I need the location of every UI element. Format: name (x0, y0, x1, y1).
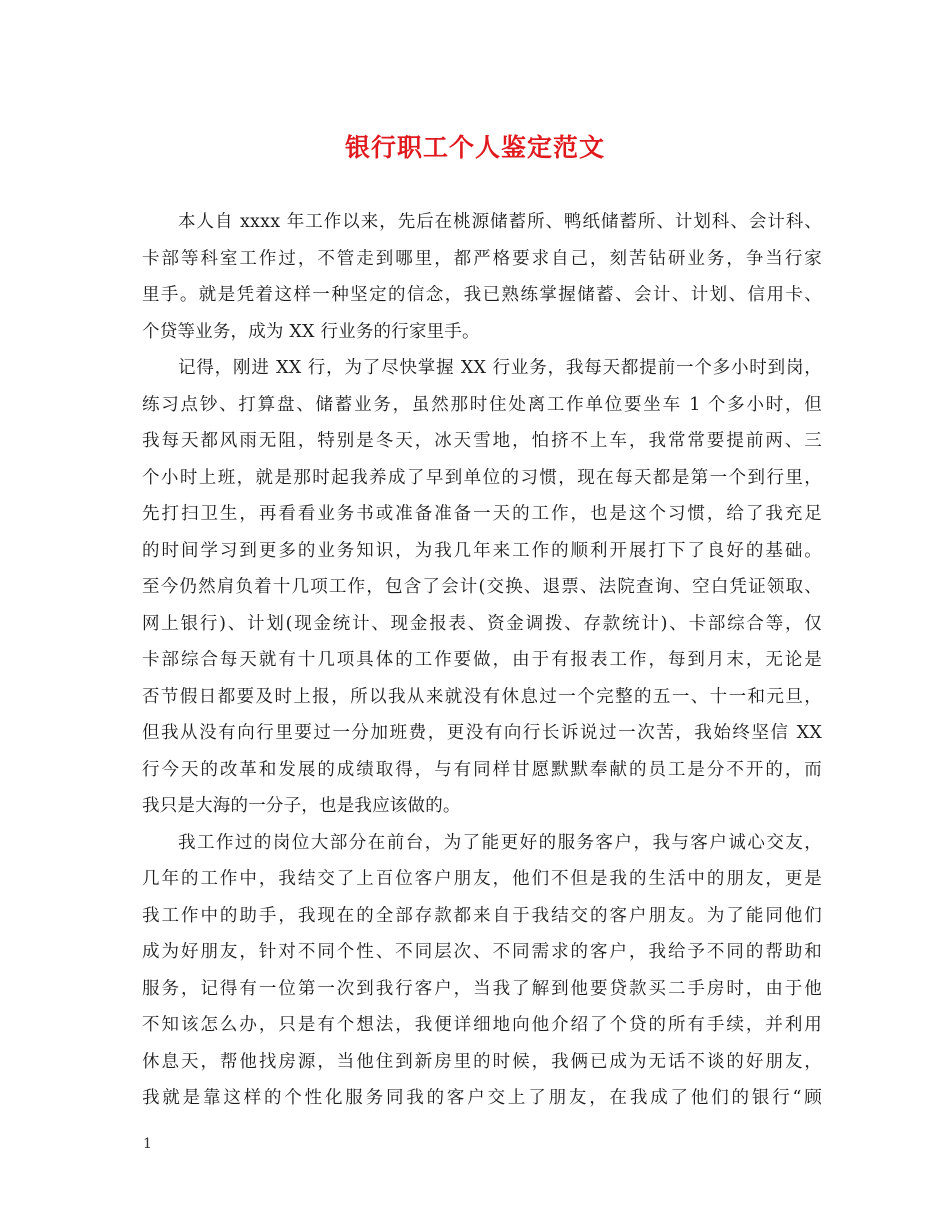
paragraph-line: 否节假日都要及时上报，所以我从来就没有休息过一个完整的五一、十一和元旦， (142, 686, 822, 707)
paragraph-line: 网上银行)、计划(现金统计、现金报表、资金调拨、存款统计)、卡部综合等，仅 (142, 613, 822, 634)
paragraph-line: 我每天都风雨无阻，特别是冬天，冰天雪地，怕挤不上车，我常常要提前两、三 (142, 431, 822, 451)
paragraph-line: 卡部综合每天就有十几项具体的工作要做，由于有报表工作，每到月末，无论是 (142, 650, 822, 670)
paragraph-line: 先打扫卫生，再看看业务书或准备准备一天的工作，也是这个习惯，给了我充足 (142, 504, 822, 524)
paragraph-line: 我工作过的岗位大部分在前台，为了能更好的服务客户，我与客户诚心交友， (178, 832, 822, 853)
paragraph-line: 卡部等科室工作过，不管走到哪里，都严格要求自己，刻苦钻研业务，争当行家 (142, 248, 822, 269)
paragraph-line: 我只是大海的一分子，也是我应该做的。 (142, 796, 461, 816)
document-title: 银行职工个人鉴定范文 (344, 133, 605, 162)
paragraph-line: 几年的工作中，我结交了上百位客户朋友，他们不但是我的生活中的朋友，更是 (142, 869, 822, 889)
paragraph-line: 个小时上班，就是那时起我养成了早到单位的习惯，现在每天都是第一个到行里， (142, 467, 822, 488)
paragraph-line: 的时间学习到更多的业务知识，为我几年来工作的顺利开展打下了良好的基础。 (142, 540, 822, 561)
paragraph-line: 我工作中的助手，我现在的全部存款都来自于我结交的客户朋友。为了能同他们 (142, 905, 822, 926)
paragraph-line: 个贷等业务，成为 XX 行业务的行家里手。 (142, 321, 480, 342)
paragraph-line: 休息天，帮他找房源，当他住到新房里的时候，我俩已成为无话不谈的好朋友， (142, 1051, 822, 1072)
paragraph-line: 至今仍然肩负着十几项工作，包含了会计(交换、退票、法院查询、空白凭证领取、 (142, 577, 822, 597)
paragraph-line: 我就是靠这样的个性化服务同我的客户交上了朋友，在我成了他们的银行“顾 (142, 1088, 822, 1108)
paragraph-line: 记得，刚进 XX 行，为了尽快掌握 XX 行业务，我每天都提前一个多小时到岗， (178, 358, 822, 378)
paragraph-line: 成为好朋友，针对不同个性、不同层次、不同需求的客户，我给予不同的帮助和 (142, 942, 822, 962)
paragraph-line: 练习点钞、打算盘、储蓄业务，虽然那时住处离工作单位要坐车 1 个多小时，但 (142, 394, 822, 415)
document-body (142, 204, 822, 1117)
paragraph-line: 本人自 xxxx 年工作以来，先后在桃源储蓄所、鸭纸储蓄所、计划科、会计科、 (178, 212, 822, 232)
page-number: 1 (143, 1136, 152, 1152)
paragraph-line: 里手。就是凭着这样一种坚定的信念，我已熟练掌握储蓄、会计、计划、信用卡、 (142, 285, 822, 305)
paragraph-line: 但我从没有向行里要过一分加班费，更没有向行长诉说过一次苦，我始终坚信 XX (142, 723, 822, 743)
paragraph-line: 服务，记得有一位第一次到我行客户，当我了解到他要贷款买二手房时，由于他 (142, 978, 822, 999)
paragraph-line: 不知该怎么办，只是有个想法，我便详细地向他介绍了个贷的所有手续，并利用 (142, 1015, 822, 1035)
paragraph-line: 行今天的改革和发展的成绩取得，与有同样甘愿默默奉献的员工是分不开的，而 (142, 759, 822, 780)
